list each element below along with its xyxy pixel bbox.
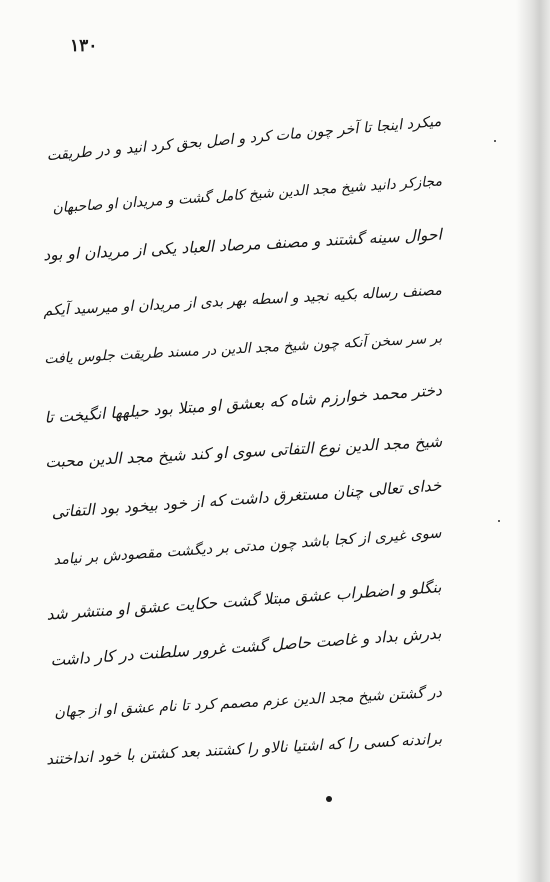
text-line: سوی غیری از کجا باشد چون مدتی بر دیگشت مقصودش بر نیامد bbox=[53, 525, 443, 569]
text-line: خدای تعالی چنان مستغرق داشت که از خود بیخود بود التفاتی bbox=[51, 476, 443, 522]
ink-speck bbox=[498, 520, 500, 522]
book-spine-shadow bbox=[516, 0, 550, 882]
text-line: شیخ مجد الدین نوع التفاتی سوی او کند شیخ مجد الدین محبت bbox=[44, 432, 443, 472]
text-line: مجازکر دانید شیخ مجد الدین شیخ کامل گشت و مریدان او صاحبهان bbox=[51, 173, 443, 217]
text-line: بر سر سخن آنکه چون شیخ مجد الدین در مسند طریقت جلوس یافت bbox=[43, 330, 443, 368]
text-line: بدرش بداد و غاصت حاصل گشت غرور سلطنت در کار داشت bbox=[49, 624, 443, 670]
text-line: بنگلو و اضطراب عشق مبتلا گشت حکایت عشق او منتشر شد bbox=[46, 578, 443, 624]
page-number: ۱۳۰ bbox=[70, 36, 98, 56]
text-line: در گشتن شیخ مجد الدین عزم مصمم کرد تا نام عشق او از جهان bbox=[53, 684, 443, 722]
text-line: دختر محمد خوارزم شاه که بعشق او مبتلا بود حیلهها انگیخت تا bbox=[43, 381, 443, 427]
ink-speck bbox=[494, 140, 496, 142]
text-line: میکرد اینجا تا آخر چون مات کرد و اصل بحق کرد انید و در طریقت bbox=[46, 113, 442, 165]
text-line: براندنه کسی را که اشتیا نالاو را کشتند بعد کشتن با خود انداختند bbox=[45, 729, 443, 769]
text-line: احوال سینه گشتند و مصنف مرصاد العباد یکی از مریدان او بود bbox=[42, 225, 443, 265]
text-line: مصنف رساله بکیه نجید و اسطه بهر بدی از مریدان او میرسید آیکم bbox=[42, 282, 443, 320]
ink-dot bbox=[326, 796, 332, 802]
